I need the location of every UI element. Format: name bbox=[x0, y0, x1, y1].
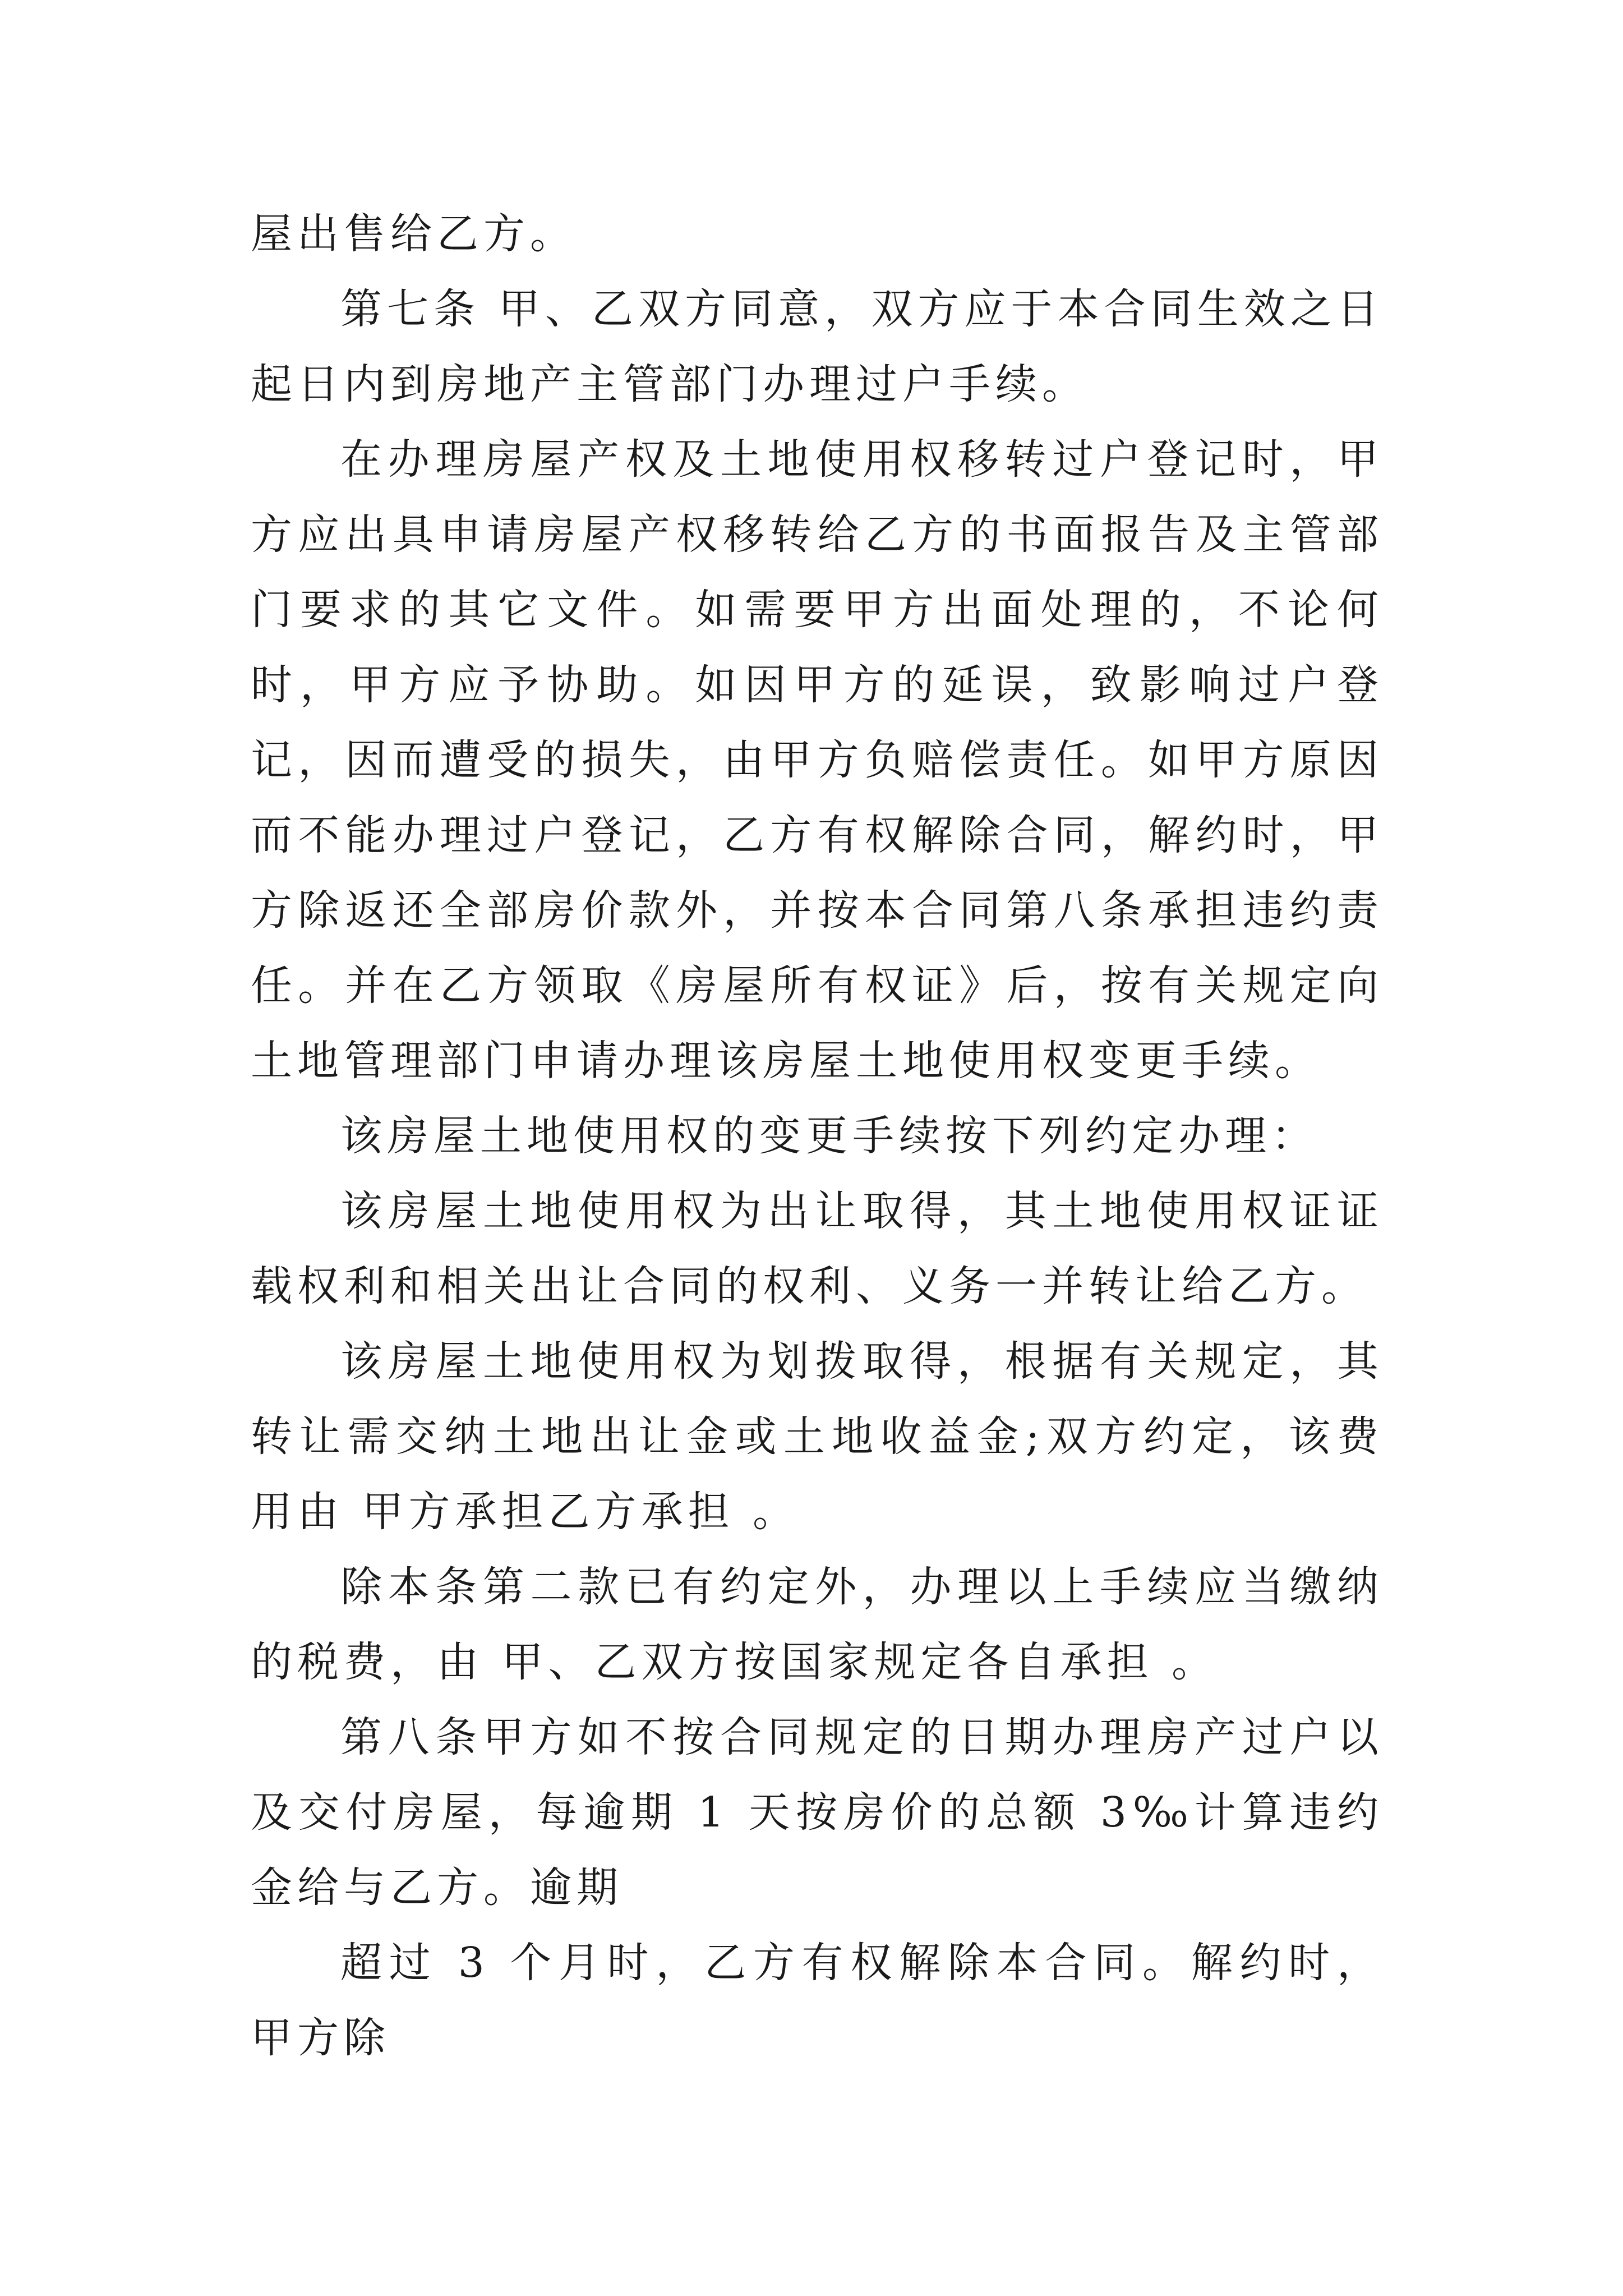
paragraph-9: 超过 3 个月时，乙方有权解除本合同。解约时，甲方除 bbox=[251, 1939, 1384, 2062]
paragraph-6: 该房屋土地使用权为划拨取得，根据有关规定，其转让需交纳土地出让金或土地收益金;双方约定，该费用由 甲方承担乙方承担 。 bbox=[251, 1337, 1384, 1536]
paragraph-7: 除本条第二款已有约定外，办理以上手续应当缴纳的税费，由 甲、乙双方按国家规定各自承担 。 bbox=[251, 1563, 1384, 1686]
document-body bbox=[251, 196, 1384, 2076]
paragraph-1: 屋出售给乙方。 bbox=[251, 210, 577, 258]
paragraph-8: 第八条甲方如不按合同规定的日期办理房产过户以及交付房屋，每逾期 1 天按房价的总额 3‰计算违约金给与乙方。逾期 bbox=[251, 1713, 1384, 1912]
paragraph-5: 该房屋土地使用权为出让取得，其土地使用权证证载权利和相关出让合同的权利、义务一并转让给乙方。 bbox=[251, 1187, 1384, 1310]
paragraph-3: 在办理房屋产权及土地使用权移转过户登记时，甲方应出具申请房屋产权移转给乙方的书面报告及主管部门要求的其它文件。如需要甲方出面处理的，不论何时，甲方应予协助。如因甲方的延误，致影响过户登记，因而遭受的损失，由甲方负赔偿责任。如甲方原因而不能办理过户登记，乙方有权解除合同，解约时，甲方除返还全部房价款外，并按本合同第八条承担违约责任。并在乙方领取《房屋所有权证》后，按有关规定向土地管理部门申请办理该房屋土地使用权变更手续。 bbox=[251, 435, 1384, 1085]
paragraph-4: 该房屋土地使用权的变更手续按下列约定办理： bbox=[340, 1112, 1318, 1160]
paragraph-2: 第七条 甲、乙双方同意，双方应于本合同生效之日起日内到房地产主管部门办理过户手续。 bbox=[251, 285, 1384, 408]
